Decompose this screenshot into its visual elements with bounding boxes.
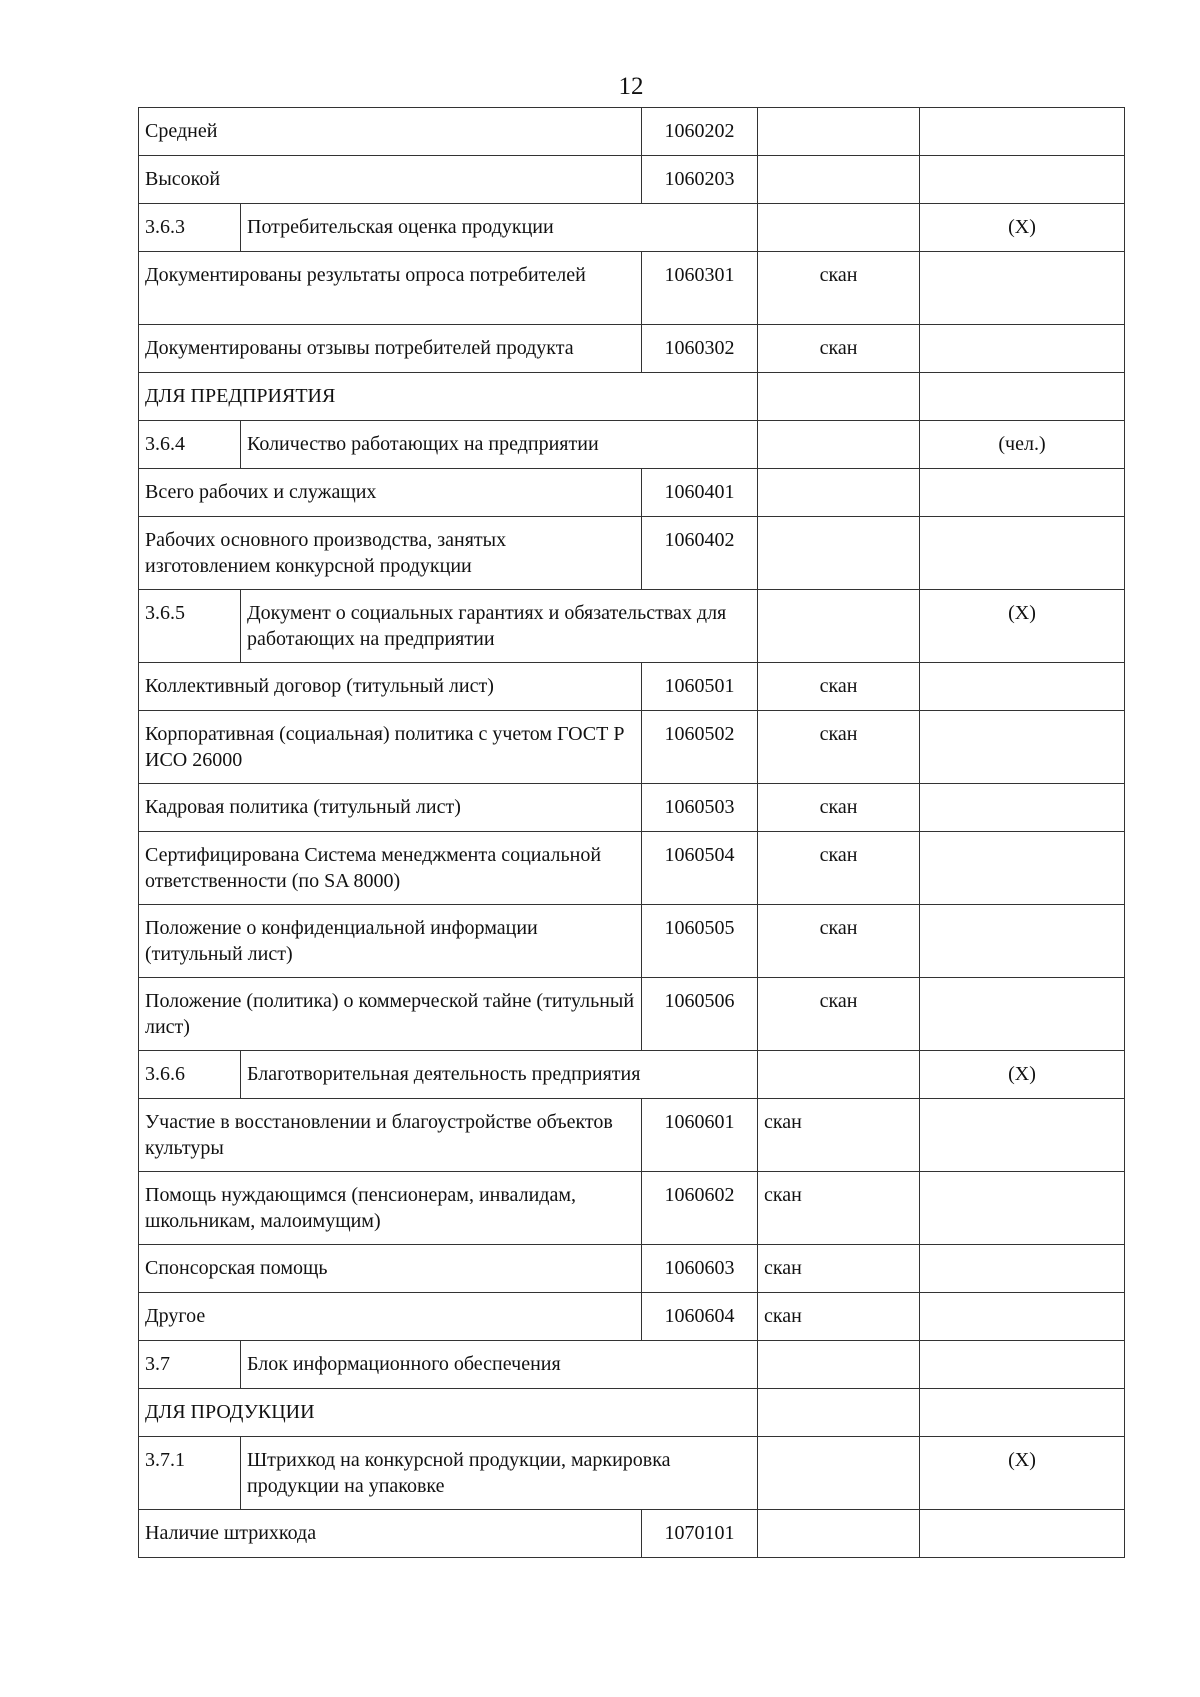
section-mark bbox=[758, 590, 920, 663]
item-name: Корпоративная (социальная) политика с учетом ГОСТ Р ИСО 26000 bbox=[139, 711, 642, 784]
item-unit bbox=[920, 1099, 1125, 1172]
section-row bbox=[139, 1051, 1125, 1099]
item-unit bbox=[920, 663, 1125, 711]
item-mark bbox=[758, 108, 920, 156]
item-code: 1060503 bbox=[642, 784, 758, 832]
item-code: 1060506 bbox=[642, 978, 758, 1051]
group-label: ДЛЯ ПРЕДПРИЯТИЯ bbox=[139, 373, 758, 421]
item-unit bbox=[920, 469, 1125, 517]
section-row bbox=[139, 1437, 1125, 1510]
item-mark: скан bbox=[758, 252, 920, 325]
item-mark: скан bbox=[758, 663, 920, 711]
group-unit bbox=[920, 1389, 1125, 1437]
item-name: Другое bbox=[139, 1293, 642, 1341]
table-row bbox=[139, 1245, 1125, 1293]
item-mark: скан bbox=[758, 905, 920, 978]
item-code: 1060602 bbox=[642, 1172, 758, 1245]
item-name: Наличие штрихкода bbox=[139, 1510, 642, 1558]
item-unit bbox=[920, 1245, 1125, 1293]
item-code: 1060604 bbox=[642, 1293, 758, 1341]
section-row bbox=[139, 421, 1125, 469]
item-name: Всего рабочих и служащих bbox=[139, 469, 642, 517]
item-mark: скан bbox=[758, 832, 920, 905]
section-unit: (X) bbox=[920, 204, 1125, 252]
section-mark bbox=[758, 1437, 920, 1510]
item-unit bbox=[920, 325, 1125, 373]
item-name: Сертифицирована Система менеджмента социальной ответственности (по SA 8000) bbox=[139, 832, 642, 905]
group-mark bbox=[758, 373, 920, 421]
item-name: Коллективный договор (титульный лист) bbox=[139, 663, 642, 711]
item-mark: скан bbox=[758, 784, 920, 832]
section-title: Количество работающих на предприятии bbox=[241, 421, 758, 469]
section-unit bbox=[920, 1341, 1125, 1389]
table-row bbox=[139, 978, 1125, 1051]
table-row bbox=[139, 663, 1125, 711]
table-row bbox=[139, 784, 1125, 832]
item-mark: скан bbox=[758, 1245, 920, 1293]
group-row bbox=[139, 373, 1125, 421]
section-title: Документ о социальных гарантиях и обязательствах для работающих на предприятии bbox=[241, 590, 758, 663]
item-code: 1060202 bbox=[642, 108, 758, 156]
item-code: 1060603 bbox=[642, 1245, 758, 1293]
item-mark bbox=[758, 469, 920, 517]
item-code: 1060504 bbox=[642, 832, 758, 905]
table-row bbox=[139, 1510, 1125, 1558]
item-code: 1070101 bbox=[642, 1510, 758, 1558]
section-mark bbox=[758, 204, 920, 252]
item-name: Рабочих основного производства, занятых изготовлением конкурсной продукции bbox=[139, 517, 642, 590]
item-mark: скан bbox=[758, 1099, 920, 1172]
item-mark bbox=[758, 1510, 920, 1558]
item-unit bbox=[920, 108, 1125, 156]
group-unit bbox=[920, 373, 1125, 421]
section-mark bbox=[758, 421, 920, 469]
group-row bbox=[139, 1389, 1125, 1437]
item-name: Положение (политика) о коммерческой тайне (титульный лист) bbox=[139, 978, 642, 1051]
section-title: Благотворительная деятельность предприятия bbox=[241, 1051, 758, 1099]
table-row bbox=[139, 832, 1125, 905]
section-row bbox=[139, 590, 1125, 663]
item-code: 1060401 bbox=[642, 469, 758, 517]
table-row bbox=[139, 252, 1125, 325]
table-row bbox=[139, 1293, 1125, 1341]
item-name: Документированы результаты опроса потребителей bbox=[139, 252, 642, 325]
table-row bbox=[139, 711, 1125, 784]
item-mark bbox=[758, 156, 920, 204]
item-code: 1060601 bbox=[642, 1099, 758, 1172]
item-code: 1060505 bbox=[642, 905, 758, 978]
item-name: Высокой bbox=[139, 156, 642, 204]
item-code: 1060301 bbox=[642, 252, 758, 325]
section-unit: (X) bbox=[920, 590, 1125, 663]
table-row bbox=[139, 905, 1125, 978]
item-mark: скан bbox=[758, 1172, 920, 1245]
table-row bbox=[139, 325, 1125, 373]
table-row bbox=[139, 1099, 1125, 1172]
item-name: Средней bbox=[139, 108, 642, 156]
section-number: 3.7 bbox=[139, 1341, 241, 1389]
item-unit bbox=[920, 1510, 1125, 1558]
section-mark bbox=[758, 1051, 920, 1099]
item-name: Участие в восстановлении и благоустройстве объектов культуры bbox=[139, 1099, 642, 1172]
item-unit bbox=[920, 1293, 1125, 1341]
section-unit: (X) bbox=[920, 1051, 1125, 1099]
item-unit bbox=[920, 832, 1125, 905]
item-unit bbox=[920, 252, 1125, 325]
section-title: Потребительская оценка продукции bbox=[241, 204, 758, 252]
item-code: 1060203 bbox=[642, 156, 758, 204]
item-unit bbox=[920, 784, 1125, 832]
item-unit bbox=[920, 1172, 1125, 1245]
item-mark bbox=[758, 517, 920, 590]
item-unit bbox=[920, 156, 1125, 204]
item-unit bbox=[920, 978, 1125, 1051]
table-row bbox=[139, 156, 1125, 204]
section-title: Штрихкод на конкурсной продукции, маркировка продукции на упаковке bbox=[241, 1437, 758, 1510]
section-unit: (X) bbox=[920, 1437, 1125, 1510]
section-number: 3.7.1 bbox=[139, 1437, 241, 1510]
section-row bbox=[139, 204, 1125, 252]
group-mark bbox=[758, 1389, 920, 1437]
section-unit: (чел.) bbox=[920, 421, 1125, 469]
item-name: Положение о конфиденциальной информации (титульный лист) bbox=[139, 905, 642, 978]
item-code: 1060501 bbox=[642, 663, 758, 711]
item-code: 1060402 bbox=[642, 517, 758, 590]
group-label: ДЛЯ ПРОДУКЦИИ bbox=[139, 1389, 758, 1437]
section-number: 3.6.6 bbox=[139, 1051, 241, 1099]
form-table-body bbox=[139, 108, 1125, 1558]
form-table bbox=[138, 107, 1125, 1558]
page-number: 12 bbox=[618, 73, 644, 100]
section-number: 3.6.5 bbox=[139, 590, 241, 663]
section-number: 3.6.3 bbox=[139, 204, 241, 252]
item-mark: скан bbox=[758, 711, 920, 784]
item-code: 1060502 bbox=[642, 711, 758, 784]
table-row bbox=[139, 108, 1125, 156]
item-mark: скан bbox=[758, 1293, 920, 1341]
table-row bbox=[139, 469, 1125, 517]
section-title: Блок информационного обеспечения bbox=[241, 1341, 758, 1389]
item-code: 1060302 bbox=[642, 325, 758, 373]
item-name: Помощь нуждающимся (пенсионерам, инвалидам, школьникам, малоимущим) bbox=[139, 1172, 642, 1245]
item-name: Спонсорская помощь bbox=[139, 1245, 642, 1293]
item-mark: скан bbox=[758, 978, 920, 1051]
table-row bbox=[139, 1172, 1125, 1245]
item-name: Кадровая политика (титульный лист) bbox=[139, 784, 642, 832]
item-unit bbox=[920, 711, 1125, 784]
item-unit bbox=[920, 905, 1125, 978]
table-row bbox=[139, 517, 1125, 590]
item-mark: скан bbox=[758, 325, 920, 373]
section-mark bbox=[758, 1341, 920, 1389]
item-unit bbox=[920, 517, 1125, 590]
section-row bbox=[139, 1341, 1125, 1389]
section-number: 3.6.4 bbox=[139, 421, 241, 469]
item-name: Документированы отзывы потребителей продукта bbox=[139, 325, 642, 373]
